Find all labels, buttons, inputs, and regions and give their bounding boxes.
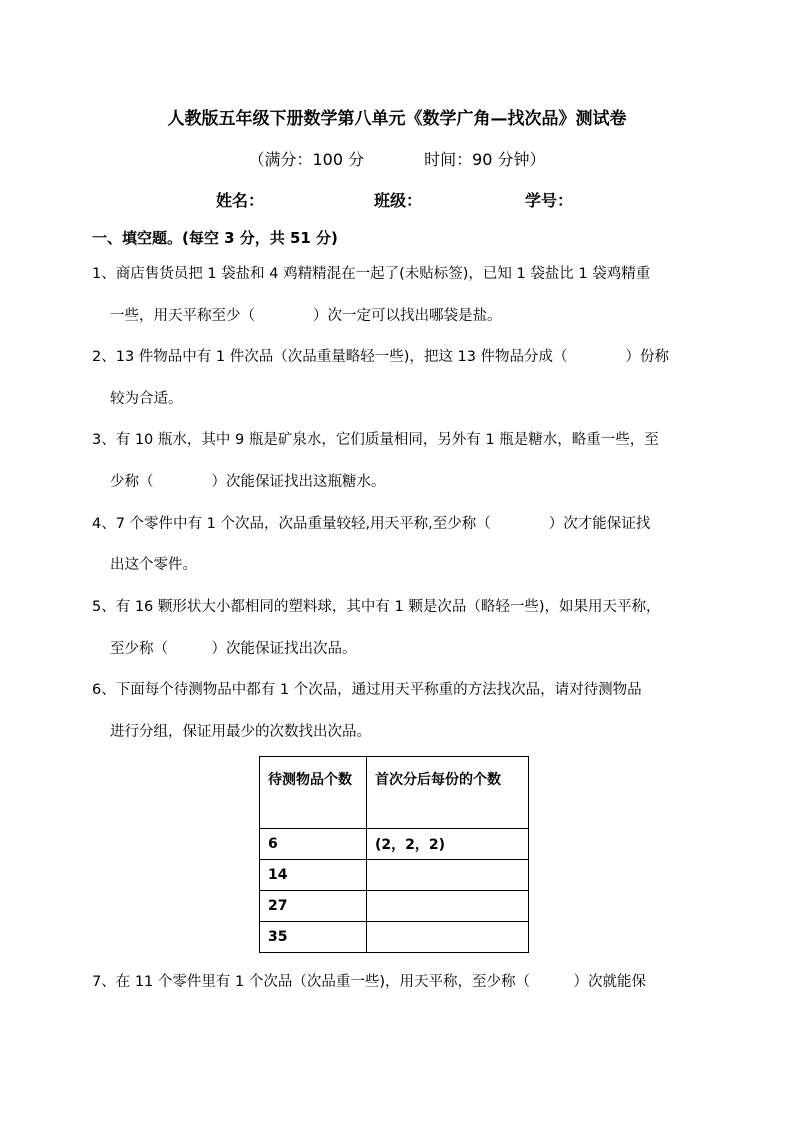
table-header-items: 待测物品个数 (260, 757, 367, 829)
question-2-line-2: 较为合适。 (110, 391, 183, 407)
question-6 (92, 678, 712, 740)
table-cell-groups: (2，2，2) (367, 829, 529, 860)
question-4-line-1: 4、7 个零件中有 1 个次品，次品重量较轻,用天平称,至少称（ ）次才能保证找 (92, 516, 651, 532)
name-label: 姓名： (216, 191, 265, 210)
table-cell-count: 27 (260, 891, 367, 922)
question-1-line-1: 1、商店售货员把 1 袋盐和 4 鸡精精混在一起了(未贴标签)，已知 1 袋盐比 1 袋鸡精重 (92, 266, 651, 282)
question-6-line-1: 6、下面每个待测物品中都有 1 个次品，通过用天平称重的方法找次品，请对待测物品 (92, 682, 642, 698)
section-heading-fill-blank: 一、填空题。(每空 3 分，共 51 分) (92, 229, 338, 247)
question-7-line-1: 7、在 11 个零件里有 1 个次品（次品重一些)，用天平称，至少称（ ）次就能保 (92, 974, 646, 990)
table-cell-groups[interactable] (367, 860, 529, 891)
question-3 (92, 428, 712, 490)
class-label: 班级： (374, 191, 423, 210)
question-5 (92, 595, 712, 657)
question-3-line-2: 少称（ ）次能保证找出这瓶糖水。 (110, 474, 386, 490)
table-cell-groups[interactable] (367, 922, 529, 953)
question-2-line-1: 2、13 件物品中有 1 件次品（次品重量略轻一些)，把这 13 件物品分成（ ）份称 (92, 349, 670, 365)
question-1-line-2: 一些，用天平称至少（ ）次一定可以找出哪袋是盐。 (110, 308, 502, 324)
question-7 (92, 970, 712, 991)
question-1 (92, 262, 712, 324)
question-5-line-1: 5、有 16 颗形状大小都相同的塑料球，其中有 1 颗是次品（略轻一些)，如果用天平称， (92, 599, 661, 615)
table-cell-count: 6 (260, 829, 367, 860)
page-title: 人教版五年级下册数学第八单元《数学广角—找次品》测试卷 (167, 109, 627, 129)
question-4-line-2: 出这个零件。 (110, 557, 197, 573)
table-cell-groups[interactable] (367, 891, 529, 922)
question-3-line-1: 3、有 10 瓶水，其中 9 瓶是矿泉水，它们质量相同，另外有 1 瓶是糖水，略重一些，至 (92, 432, 659, 448)
table-row (260, 891, 529, 922)
table-cell-count: 14 (260, 860, 367, 891)
exam-meta (0, 147, 794, 170)
time-limit: 时间：90 分钟） (424, 150, 546, 169)
table-row (260, 922, 529, 953)
question-6-line-2: 进行分组，保证用最少的次数找出次品。 (110, 724, 371, 740)
full-score: （满分：100 分 (248, 150, 365, 169)
question-4 (92, 512, 712, 573)
question-5-line-2: 至少称（ ）次能保证找出次品。 (110, 641, 357, 657)
question-2 (92, 345, 712, 407)
table-header-row (260, 757, 529, 829)
student-number-label: 学号： (525, 191, 574, 210)
table-header-group-size: 首次分后每份的个数 (367, 757, 529, 829)
table-row (260, 829, 529, 860)
table-row (260, 860, 529, 891)
grouping-table (259, 756, 529, 953)
table-cell-count: 35 (260, 922, 367, 953)
